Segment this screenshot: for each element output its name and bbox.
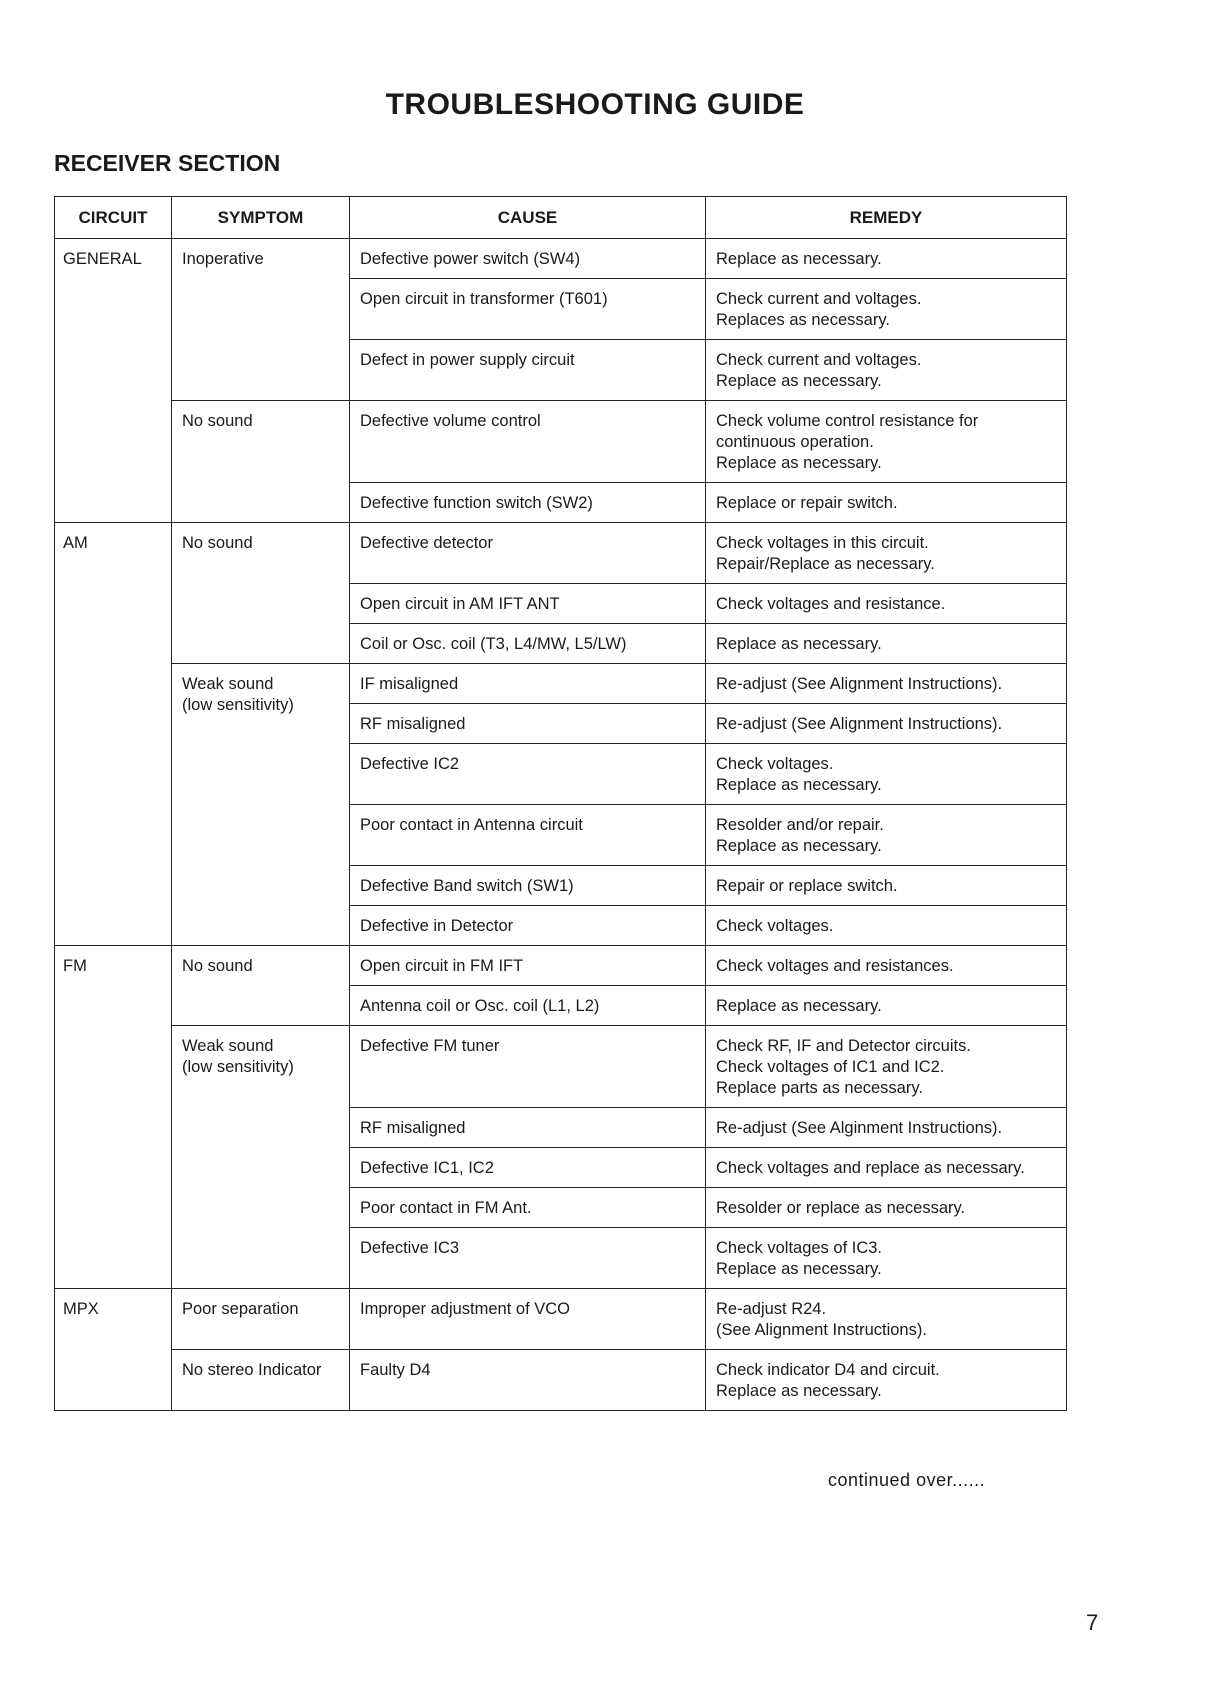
symptom-cell: Poor separation (172, 1289, 350, 1350)
header-circuit: CIRCUIT (55, 197, 172, 239)
circuit-cell: GENERAL (55, 239, 172, 523)
symptom-cell: No sound (172, 523, 350, 664)
symptom-cell: Weak sound (low sensitivity) (172, 1026, 350, 1289)
remedy-cell (706, 986, 1067, 1026)
header-cause: CAUSE (350, 197, 706, 239)
cause-cell: Improper adjustment of VCO (350, 1289, 706, 1350)
cause-cell: Poor contact in Antenna circuit (350, 805, 706, 866)
remedy-cell (706, 340, 1067, 401)
symptom-cell: No sound (172, 946, 350, 1026)
remedy-line: Check current and voltages. (716, 290, 922, 308)
remedy-line: Re-adjust R24. (716, 1300, 827, 1318)
circuit-cell: MPX (55, 1289, 172, 1411)
section-heading: RECEIVER SECTION (54, 150, 281, 176)
table-row (55, 1289, 1067, 1350)
remedy-line: Replace as necessary. (716, 997, 882, 1015)
header-symptom: SYMPTOM (172, 197, 350, 239)
cause-cell: Defect in power supply circuit (350, 340, 706, 401)
remedy-cell (706, 1289, 1067, 1350)
remedy-cell (706, 946, 1067, 986)
remedy-line: Replace as necessary. (716, 776, 882, 794)
remedy-line: Check voltages of IC3. (716, 1239, 882, 1257)
cause-cell: Defective power switch (SW4) (350, 239, 706, 279)
cause-cell: Defective IC2 (350, 744, 706, 805)
remedy-line: Replaces as necessary. (716, 311, 890, 329)
cause-cell: Defective IC1, IC2 (350, 1148, 706, 1188)
page-number: 7 (1086, 1610, 1099, 1635)
remedy-line: Re-adjust (See Alignment Instructions). (716, 715, 1003, 733)
remedy-line: Check indicator D4 and circuit. (716, 1361, 940, 1379)
cause-cell: IF misaligned (350, 664, 706, 704)
table-row (55, 523, 1067, 584)
cause-cell: Defective FM tuner (350, 1026, 706, 1108)
circuit-cell: FM (55, 946, 172, 1289)
remedy-line: Check voltages and resistances. (716, 957, 954, 975)
cause-cell: RF misaligned (350, 704, 706, 744)
header-remedy: REMEDY (706, 197, 1067, 239)
cause-cell: Defective in Detector (350, 906, 706, 946)
remedy-cell (706, 1148, 1067, 1188)
remedy-cell (706, 1188, 1067, 1228)
cause-cell: Coil or Osc. coil (T3, L4/MW, L5/LW) (350, 624, 706, 664)
symptom-cell: Inoperative (172, 239, 350, 401)
cause-cell: Poor contact in FM Ant. (350, 1188, 706, 1228)
table-row (55, 1350, 1067, 1411)
remedy-line: Resolder or replace as necessary. (716, 1199, 966, 1217)
remedy-line: Check voltages and replace as necessary. (716, 1159, 1025, 1177)
cause-cell: RF misaligned (350, 1108, 706, 1148)
remedy-line: Replace or repair switch. (716, 494, 898, 512)
remedy-line: Re-adjust (See Alginment Instructions). (716, 1119, 1003, 1137)
cause-cell: Open circuit in AM IFT ANT (350, 584, 706, 624)
remedy-cell (706, 401, 1067, 483)
remedy-line: Replace as necessary. (716, 1382, 882, 1400)
remedy-cell (706, 744, 1067, 805)
table-row (55, 239, 1067, 279)
continued-note: continued over...... (828, 1470, 986, 1490)
remedy-line: Check voltages in this circuit. (716, 534, 929, 552)
remedy-line: Repair or replace switch. (716, 877, 898, 895)
remedy-line: (See Alignment Instructions). (716, 1321, 927, 1339)
remedy-cell (706, 1228, 1067, 1289)
cause-cell: Defective IC3 (350, 1228, 706, 1289)
cause-cell: Defective volume control (350, 401, 706, 483)
table-row (55, 401, 1067, 483)
remedy-line: Check voltages. (716, 917, 834, 935)
cause-cell: Open circuit in transformer (T601) (350, 279, 706, 340)
remedy-cell (706, 866, 1067, 906)
remedy-line: Check current and voltages. (716, 351, 922, 369)
remedy-line: Replace as necessary. (716, 454, 882, 472)
remedy-cell (706, 523, 1067, 584)
remedy-cell (706, 279, 1067, 340)
remedy-line: Replace as necessary. (716, 837, 882, 855)
remedy-cell (706, 624, 1067, 664)
remedy-cell (706, 584, 1067, 624)
remedy-line: Resolder and/or repair. (716, 816, 884, 834)
symptom-cell: Weak sound (low sensitivity) (172, 664, 350, 946)
remedy-line: Replace as necessary. (716, 250, 882, 268)
table-row (55, 1026, 1067, 1108)
remedy-line: Check volume control resistance for (716, 412, 979, 430)
remedy-cell (706, 1026, 1067, 1108)
remedy-cell (706, 805, 1067, 866)
remedy-line: Repair/Replace as necessary. (716, 555, 935, 573)
symptom-cell: No sound (172, 401, 350, 523)
remedy-line: Check voltages of IC1 and IC2. (716, 1058, 945, 1076)
remedy-line: Replace as necessary. (716, 1260, 882, 1278)
remedy-cell (706, 239, 1067, 279)
remedy-cell (706, 664, 1067, 704)
remedy-line: Check voltages. (716, 755, 834, 773)
remedy-cell (706, 483, 1067, 523)
remedy-line: Check RF, IF and Detector circuits. (716, 1037, 971, 1055)
remedy-cell (706, 1350, 1067, 1411)
remedy-line: continuous operation. (716, 433, 874, 451)
table-body (55, 239, 1067, 1411)
circuit-cell: AM (55, 523, 172, 946)
cause-cell: Defective detector (350, 523, 706, 584)
cause-cell: Faulty D4 (350, 1350, 706, 1411)
remedy-line: Replace parts as necessary. (716, 1079, 923, 1097)
cause-cell: Open circuit in FM IFT (350, 946, 706, 986)
cause-cell: Defective function switch (SW2) (350, 483, 706, 523)
remedy-line: Re-adjust (See Alignment Instructions). (716, 675, 1003, 693)
remedy-cell (706, 704, 1067, 744)
cause-cell: Defective Band switch (SW1) (350, 866, 706, 906)
remedy-line: Replace as necessary. (716, 372, 882, 390)
page-title: TROUBLESHOOTING GUIDE (385, 88, 805, 121)
remedy-cell (706, 906, 1067, 946)
table-header-row (55, 197, 1067, 239)
symptom-cell: No stereo Indicator (172, 1350, 350, 1411)
remedy-line: Replace as necessary. (716, 635, 882, 653)
table-row (55, 946, 1067, 986)
troubleshooting-table (54, 196, 1067, 1411)
remedy-line: Check voltages and resistance. (716, 595, 946, 613)
table-row (55, 664, 1067, 704)
remedy-cell (706, 1108, 1067, 1148)
cause-cell: Antenna coil or Osc. coil (L1, L2) (350, 986, 706, 1026)
